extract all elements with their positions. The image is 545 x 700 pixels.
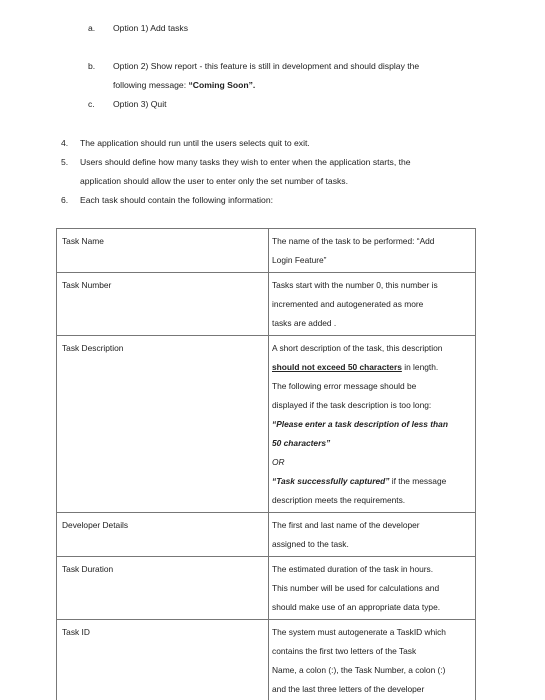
- option-c-text: Option 3) Quit: [113, 99, 167, 109]
- task-desc-line: The following error message should be: [272, 381, 417, 391]
- option-b-line2: [113, 80, 255, 91]
- table-row-task-description: [57, 336, 476, 513]
- table-row-task-duration: [57, 557, 476, 620]
- task-number-desc-line: tasks are added .: [272, 318, 337, 328]
- task-name-desc-line: Login Feature”: [272, 255, 327, 265]
- task-desc-line: description meets the requirements.: [272, 495, 406, 505]
- developer-details-description: [269, 513, 476, 557]
- duration-desc-line: The estimated duration of the task in hours.: [272, 564, 434, 574]
- task-info-table: [56, 228, 476, 700]
- developer-desc-line: assigned to the task.: [272, 539, 349, 549]
- developer-desc-line: The first and last name of the developer: [272, 520, 420, 530]
- task-id-desc-line: and the last three letters of the developer: [272, 684, 425, 694]
- option-c-marker: c.: [88, 99, 95, 109]
- requirement-4-text: The application should run until the users selects quit to exit.: [80, 138, 310, 148]
- option-a-marker: a.: [88, 23, 96, 33]
- task-id-description: [269, 620, 476, 700]
- task-number-label: Task Number: [57, 273, 269, 336]
- requirement-5-line1: Users should define how many tasks they wish to enter when the application starts, the: [80, 157, 411, 167]
- task-number-desc-line: Tasks start with the number 0, this number is: [272, 280, 438, 290]
- task-desc-line: displayed if the task description is too long:: [272, 400, 432, 410]
- task-number-description: [269, 273, 476, 336]
- task-id-desc-line: contains the first two letters of the Task: [272, 646, 417, 656]
- task-duration-description: [269, 557, 476, 620]
- task-id-label: Task ID: [57, 620, 269, 700]
- task-id-desc-line: Name, a colon (:), the Task Number, a colon (:): [272, 665, 446, 675]
- task-name-description: [269, 229, 476, 273]
- task-id-desc-line: The system must autogenerate a TaskID which: [272, 627, 446, 637]
- requirement-4-number: 4.: [61, 138, 69, 148]
- table-row-task-id: [57, 620, 476, 700]
- error-message-line: “Please enter a task description of less than: [272, 419, 448, 429]
- task-duration-label: Task Duration: [57, 557, 269, 620]
- or-separator: OR: [272, 457, 285, 467]
- requirement-6-text: Each task should contain the following information:: [80, 195, 273, 205]
- option-b-marker: b.: [88, 61, 96, 71]
- error-message-line: 50 characters”: [272, 438, 331, 448]
- task-desc-line: [272, 472, 471, 491]
- table-row-task-name: [57, 229, 476, 273]
- task-name-desc-line: The name of the task to be performed: “Add: [272, 236, 435, 246]
- coming-soon-message: “Coming Soon”.: [188, 80, 256, 90]
- success-message: “Task successfully captured”: [272, 476, 390, 486]
- table-row-developer-details: [57, 513, 476, 557]
- duration-desc-line: should make use of an appropriate data type.: [272, 602, 441, 612]
- task-desc-line: [272, 358, 471, 377]
- task-description-description: [269, 336, 476, 513]
- requirement-6-number: 6.: [61, 195, 69, 205]
- task-desc-line: A short description of the task, this description: [272, 343, 443, 353]
- option-a-text: Option 1) Add tasks: [113, 23, 188, 33]
- success-message-rest: if the message: [389, 476, 447, 486]
- developer-details-label: Developer Details: [57, 513, 269, 557]
- task-name-label: Task Name: [57, 229, 269, 273]
- option-b-line2-prefix: following message:: [113, 80, 189, 90]
- task-description-label: Task Description: [57, 336, 269, 513]
- requirement-5-line2: application should allow the user to enter only the set number of tasks.: [80, 176, 348, 186]
- char-limit-emphasis: should not exceed 50 characters: [272, 362, 402, 372]
- task-number-desc-line: incremented and autogenerated as more: [272, 299, 424, 309]
- duration-desc-line: This number will be used for calculations and: [272, 583, 440, 593]
- option-b-line1: Option 2) Show report - this feature is still in development and should display the: [113, 61, 420, 71]
- requirement-5-number: 5.: [61, 157, 69, 167]
- char-limit-rest: in length.: [401, 362, 439, 372]
- table-row-task-number: [57, 273, 476, 336]
